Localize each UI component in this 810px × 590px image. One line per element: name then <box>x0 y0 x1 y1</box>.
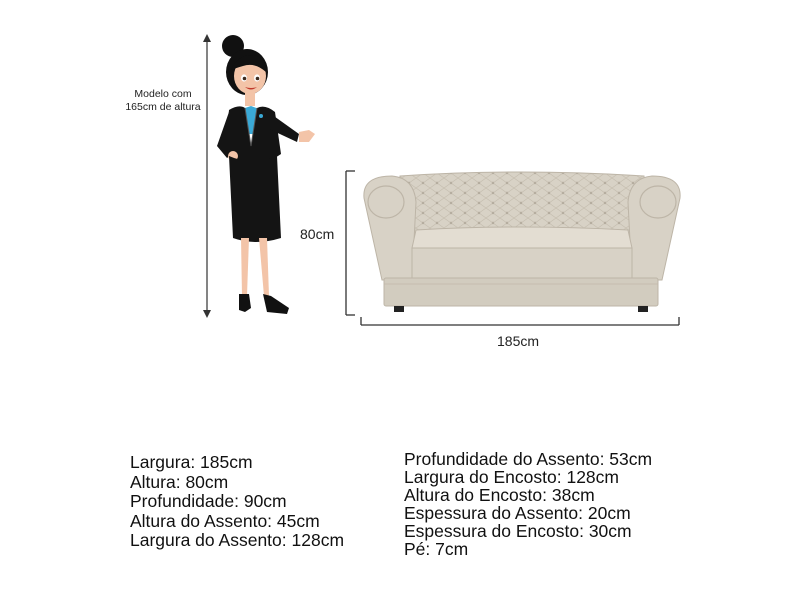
sofa-width-bracket <box>360 316 680 328</box>
specs-left-column <box>130 453 344 551</box>
sofa-width-label: 185cm <box>497 333 540 349</box>
specs-right-column <box>404 450 652 558</box>
spec-espessura-assento: Espessura do Assento: 20cm <box>404 503 631 523</box>
sofa-height-label: 80cm <box>300 226 335 242</box>
spec-espessura-encosto: Espessura do Encosto: 30cm <box>404 521 632 541</box>
spec-profundidade: Profundidade: 90cm <box>130 491 287 511</box>
spec-profundidade-assento: Profundidade do Assento: 53cm <box>404 449 653 469</box>
spec-pe: Pé: 7cm <box>404 539 469 559</box>
sofa-height-bracket <box>342 170 356 316</box>
model-label-line2: 165cm de altura <box>125 101 201 113</box>
spec-altura: Altura: 80cm <box>130 471 229 492</box>
spec-largura: Largura: 185cm <box>130 452 253 472</box>
spec-altura-assento: Altura do Assento: 45cm <box>130 510 320 531</box>
spec-largura-encosto: Largura do Encosto: 128cm <box>404 467 619 487</box>
woman-figure-illustration <box>205 34 325 319</box>
chesterfield-sofa-illustration <box>360 168 684 318</box>
model-label-line1: Modelo com <box>134 88 192 100</box>
model-height-label <box>118 88 208 114</box>
spec-largura-assento: Largura do Assento: 128cm <box>130 530 345 550</box>
spec-altura-encosto: Altura do Encosto: 38cm <box>404 485 595 505</box>
